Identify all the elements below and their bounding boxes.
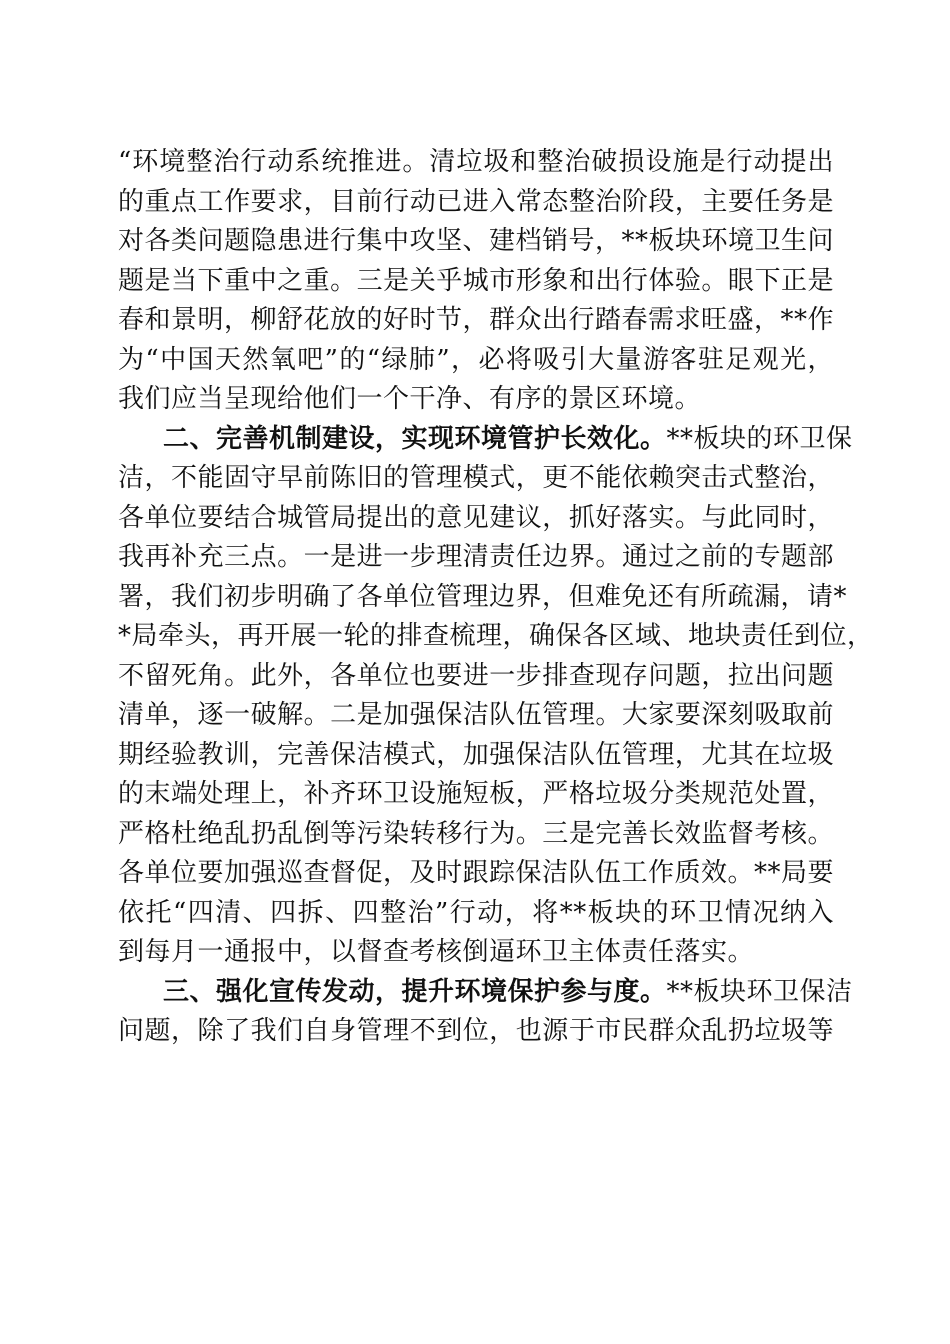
section-heading-3: 三、强化宣传发动，提升环境保护参与度。 [163,976,667,1007]
paragraph-1-line-2: 的重点工作要求，目前行动已进入常态整治阶段，主要任务是 [118,186,834,217]
paragraph-2-line-9: 期经验教训，完善保洁模式，加强保洁队伍管理，尤其在垃圾 [118,739,834,770]
paragraph-1-line-6: 为“中国天然氧吧”的“绿肺”，必将吸引大量游客驻足观光， [118,344,834,375]
paragraph-2-line-5: 署，我们初步明确了各单位管理边界，但难免还有所疏漏，请* [118,581,848,612]
paragraph-1-line-3: 对各类问题隐患进行集中攻坚、建档销号，**板块环境卫生问 [118,226,835,256]
paragraph-2-line-7: 不留死角。此外，各单位也要进一步排查现存问题，拉出问题 [118,660,834,691]
paragraph-2-line-11: 严格杜绝乱扔乱倒等污染转移行为。三是完善长效监督考核。 [118,818,834,849]
paragraph-2-line-4: 我再补充三点。一是进一步理清责任边界。通过之前的专题部 [118,542,834,572]
paragraph-2-line-14: 到每月一通报中，以督查考核倒逼环卫主体责任落实。 [118,937,755,967]
paragraph-3-line-2: 问题，除了我们自身管理不到位，也源于市民群众乱扔垃圾等 [118,1016,834,1046]
paragraph-2-first-line [118,420,853,460]
paragraph-1-line-5: 春和景明，柳舒花放的好时节，群众出行踏春需求旺盛，**作 [118,305,835,335]
paragraph-2-line-10: 的末端处理上，补齐环卫设施短板，严格垃圾分类规范处置， [118,779,834,809]
paragraph-2-line-6: *局牵头，再开展一轮的排查梳理，确保各区域、地块责任到位， [118,621,874,651]
paragraph-3-first-line-text: **板块环卫保洁 [666,976,853,1007]
paragraph-2-first-line-text: **板块的环卫保 [666,423,853,454]
paragraph-2-line-2: 洁，不能固守早前陈旧的管理模式，更不能依赖突击式整治， [118,463,834,493]
paragraph-3-first-line [118,973,853,1013]
section-heading-2: 二、完善机制建设，实现环境管护长效化。 [163,423,667,454]
paragraph-1-line-7: 我们应当呈现给他们一个干净、有序的景区环境。 [118,384,702,414]
document-body [118,143,874,1052]
paragraph-2-line-12: 各单位要加强巡查督促，及时跟踪保洁队伍工作质效。**局要 [118,858,835,888]
paragraph-2-line-8: 清单，逐一破解。二是加强保洁队伍管理。大家要深刻吸取前 [118,700,834,730]
paragraph-2-line-13: 依托“四清、四拆、四整治”行动，将**板块的环卫情况纳入 [118,897,834,928]
paragraph-1-line-4: 题是当下重中之重。三是关乎城市形象和出行体验。眼下正是 [118,265,834,296]
paragraph-2-line-3: 各单位要结合城管局提出的意见建议，抓好落实。与此同时， [118,502,834,533]
paragraph-1-line-1: “环境整治行动系统推进。清垃圾和整治破损设施是行动提出 [118,147,834,177]
